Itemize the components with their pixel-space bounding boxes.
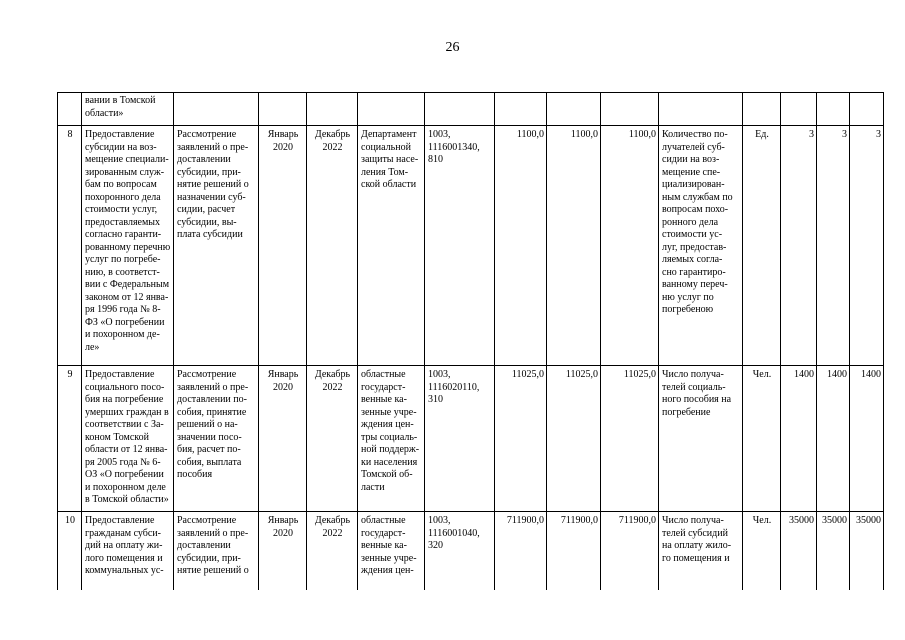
indicator-cell (659, 512, 743, 598)
start-date-cell (259, 93, 307, 126)
measure-cell (174, 93, 259, 126)
row-number-cell (58, 126, 82, 366)
executor-cell-text: областные государст- венные ка- зенные учре- ждения цен- тры социаль- ной поддерж- ки населения Томской об- ласти (361, 369, 420, 493)
indicator-2022-cell (850, 93, 884, 126)
funding-2021-cell (547, 512, 601, 598)
activity-name-cell (82, 366, 174, 512)
activity-name-cell (82, 512, 174, 598)
funding-2020-cell-text: 711900,0 (506, 515, 544, 526)
table-row (58, 512, 884, 598)
executor-cell (358, 366, 425, 512)
unit-cell (743, 126, 781, 366)
budget-code-cell (425, 366, 495, 512)
indicator-2020-cell-text: 1400 (794, 369, 814, 380)
funding-2020-cell-text: 11025,0 (511, 369, 544, 380)
unit-cell-text: Чел. (752, 369, 772, 380)
indicator-2022-cell-text: 3 (876, 129, 881, 140)
indicator-2020-cell (781, 126, 817, 366)
indicator-cell-text: Число получа- телей субсидий на оплату жило- го помещения и (662, 515, 732, 564)
executor-cell (358, 512, 425, 598)
table-row (58, 366, 884, 512)
unit-cell (743, 93, 781, 126)
funding-2022-cell-text: 11025,0 (623, 369, 656, 380)
activity-name-cell (82, 126, 174, 366)
funding-2020-cell (495, 126, 547, 366)
end-date-cell-text: Декабрь 2022 (314, 129, 351, 153)
page-number: 26 (445, 40, 460, 55)
indicator-2020-cell (781, 93, 817, 126)
funding-2022-cell-text: 1100,0 (628, 129, 656, 140)
indicator-2020-cell (781, 366, 817, 512)
funding-2022-cell (601, 512, 659, 598)
executor-cell (358, 126, 425, 366)
funding-2020-cell (495, 512, 547, 598)
indicator-cell (659, 93, 743, 126)
funding-2021-cell-text: 11025,0 (565, 369, 598, 380)
start-date-cell-text: Январь 2020 (267, 369, 299, 393)
row-number-cell-text: 9 (67, 369, 73, 380)
unit-cell-text: Чел. (752, 515, 772, 526)
measure-cell (174, 366, 259, 512)
start-date-cell (259, 126, 307, 366)
start-date-cell (259, 366, 307, 512)
indicator-2022-cell-text: 1400 (861, 369, 881, 380)
funding-2021-cell-text: 1100,0 (570, 129, 598, 140)
budget-code-cell-text: 1003, 1116020110, 310 (428, 369, 480, 405)
indicator-2022-cell (850, 512, 884, 598)
end-date-cell-text: Декабрь 2022 (314, 369, 351, 393)
budget-code-cell-text: 1003, 1116001040, 320 (428, 515, 480, 551)
activity-name-cell (82, 93, 174, 126)
executor-cell-text: Департамент социальной защиты насе- ления Том- ской области (361, 129, 419, 190)
funding-2020-cell (495, 93, 547, 126)
funding-2021-cell (547, 126, 601, 366)
indicator-cell (659, 366, 743, 512)
indicator-2021-cell (817, 366, 850, 512)
indicator-2021-cell (817, 126, 850, 366)
funding-2022-cell-text: 711900,0 (618, 515, 656, 526)
row-number-cell (58, 93, 82, 126)
start-date-cell (259, 512, 307, 598)
indicator-2020-cell-text: 35000 (789, 515, 814, 526)
indicator-2022-cell-text: 35000 (856, 515, 881, 526)
row-number-cell (58, 512, 82, 598)
end-date-cell (307, 366, 358, 512)
indicator-cell-text: Число получа- телей социаль- ного пособия на погребение (662, 369, 732, 418)
start-date-cell-text: Январь 2020 (267, 129, 299, 153)
funding-2022-cell (601, 93, 659, 126)
end-date-cell (307, 126, 358, 366)
table-row (58, 126, 884, 366)
activity-name-cell-text: Предоставление социального посо- бия на погребение умерших граждан в соответствии с За- коном Томской области от 12 янва- ря 2005 года № 6- ОЗ «О погребении и похоронном деле в Томской области» (85, 369, 169, 505)
measure-cell (174, 512, 259, 598)
activity-name-cell-text: Предоставление субсидии на воз- мещение специали- зированным служ- бам по вопросам похоронного дела стоимости услуг, предоставляемых согласно гаранти- рованному перечню услуг по погребе- нию, в соответст- вии с Федеральным законом от 12 янва- ря 1996 года № 8- ФЗ «О погребении и похоронном де- ле» (85, 129, 171, 353)
page-bottom-margin (0, 590, 905, 640)
row-number-cell-text: 8 (67, 129, 73, 140)
budget-code-cell (425, 93, 495, 126)
funding-2021-cell (547, 93, 601, 126)
funding-2022-cell (601, 366, 659, 512)
funding-2020-cell-text: 1100,0 (516, 129, 544, 140)
funding-2020-cell (495, 366, 547, 512)
indicator-2021-cell-text: 1400 (827, 369, 847, 380)
funding-2021-cell-text: 711900,0 (560, 515, 598, 526)
budget-code-cell (425, 126, 495, 366)
program-activities-table (57, 92, 884, 598)
unit-cell (743, 512, 781, 598)
indicator-2021-cell (817, 93, 850, 126)
end-date-cell (307, 512, 358, 598)
executor-cell (358, 93, 425, 126)
row-number-cell (58, 366, 82, 512)
measure-cell-text: Рассмотрение заявлений о пре- доставлении субсидии, при- нятие решений о назначении суб- сидии, расчет субсидии, вы- плата субсидии (177, 129, 249, 240)
indicator-2022-cell (850, 366, 884, 512)
indicator-2021-cell-text: 3 (842, 129, 847, 140)
funding-2021-cell (547, 366, 601, 512)
start-date-cell-text: Январь 2020 (267, 515, 299, 539)
row-number-cell-text: 10 (65, 515, 75, 526)
indicator-cell-text: Количество по- лучателей суб- сидии на воз- мещение спе- циализирован- ным службам по вопросам похо- ронного дела стоимости ус- луг, предостав- ляемых согла- сно гарантиро- ванному переч- ню услуг по погребеною (662, 129, 733, 315)
indicator-2021-cell-text: 35000 (822, 515, 847, 526)
measure-cell-text: Рассмотрение заявлений о пре- доставлении субсидии, при- нятие решений о (177, 515, 249, 576)
indicator-2022-cell (850, 126, 884, 366)
budget-code-cell (425, 512, 495, 598)
executor-cell-text: областные государст- венные ка- зенные учре- ждения цен- (361, 515, 417, 576)
unit-cell (743, 366, 781, 512)
end-date-cell-text: Декабрь 2022 (314, 515, 351, 539)
activity-name-cell-text: вании в Томской области» (85, 95, 156, 119)
end-date-cell (307, 93, 358, 126)
budget-code-cell-text: 1003, 1116001340, 810 (428, 129, 480, 165)
measure-cell-text: Рассмотрение заявлений о пре- доставлении по- собия, принятие решений о на- значении посо- бия, расчет по- собия, выплата пособия (177, 369, 249, 480)
indicator-2021-cell (817, 512, 850, 598)
activity-name-cell-text: Предоставление гражданам субси- дий на оплату жи- лого помещения и коммунальных ус- (85, 515, 164, 576)
unit-cell-text: Ед. (755, 129, 769, 140)
measure-cell (174, 126, 259, 366)
table-row (58, 93, 884, 126)
funding-2022-cell (601, 126, 659, 366)
indicator-2020-cell (781, 512, 817, 598)
indicator-cell (659, 126, 743, 366)
indicator-2020-cell-text: 3 (809, 129, 814, 140)
